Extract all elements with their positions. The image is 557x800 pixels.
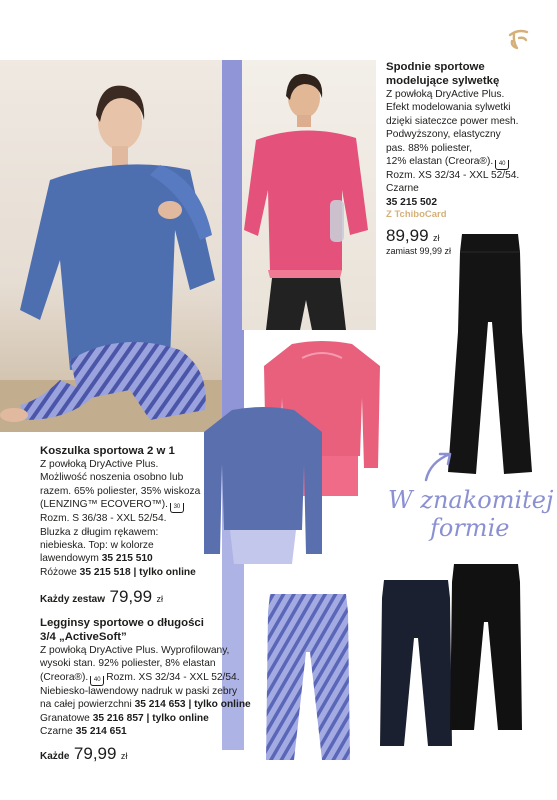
pants-line-7: Rozm. XS 32/34 - XXL 52/54. [386, 170, 520, 182]
wash-40-icon: 40 [90, 676, 104, 686]
pants-was-price: zamiast 99,99 zł [386, 246, 452, 257]
shirt-line-5: Rozm. S 36/38 - XXL 52/54. [40, 513, 167, 525]
leggings-line-4: Niebiesko-lawendowy nadruk w paski zebry [40, 685, 238, 697]
pants-code: 35 215 502 [386, 196, 437, 208]
tagline-line2: formie [430, 514, 510, 542]
pants-title-line1: Spodnie sportowe [386, 61, 485, 73]
shirt-line-1: Z powłoką DryActive Plus. [40, 459, 159, 470]
leggings-description [40, 616, 270, 764]
leggings-title-line2: 3/4 „ActiveSoft” [40, 631, 127, 643]
image-black-leggings [446, 562, 526, 732]
pants-description [386, 60, 551, 256]
leggings-price: Każde 79,99 zł [40, 744, 128, 764]
pants-line-6: 12% elastan (Creora®). 40 [386, 155, 551, 169]
photo-woman-blue-shirt [0, 60, 222, 432]
leggings-line-black: Czarne 35 214 651 [40, 726, 127, 738]
pants-line-4: Podwyższony, elastyczny [386, 129, 501, 141]
wash-30-icon: 30 [170, 503, 184, 513]
image-zebra-leggings [262, 592, 354, 762]
image-black-flared-pants [448, 232, 532, 476]
shirt-line-3: razem. 65% poliester, 35% wiskoza [40, 485, 201, 497]
shirt-line-4: (LENZING™ ECOVERO™). 30 [40, 498, 230, 512]
shirt-line-7: niebieska. Top: w kolorze [40, 540, 154, 552]
pants-line-8: Czarne [386, 183, 419, 195]
arrow-icon [420, 446, 460, 486]
pants-line-5: pas. 88% poliester, [386, 142, 473, 154]
shirt-line-6: Bluzka z długim rękawem: [40, 526, 159, 538]
shirt-description [40, 444, 230, 607]
pants-line-3: dzięki siateczce power mesh. [386, 115, 519, 127]
shirt-line-2: Możliwość noszenia osobno lub [40, 472, 184, 484]
shirt-title: Koszulka sportowa 2 w 1 [40, 445, 175, 457]
pants-price: 89,99 zł [386, 226, 440, 246]
pants-title-line2: modelujące sylwetkę [386, 75, 500, 87]
shirt-price: Każdy zestaw 79,99 zł [40, 587, 163, 607]
pants-line-2: Efekt modelowania sylwetki [386, 102, 511, 114]
leggings-title-line1: Legginsy sportowe o długości [40, 617, 204, 629]
tchibo-logo-icon [505, 26, 531, 52]
leggings-line-2: wysoki stan. 92% poliester, 8% elastan [40, 658, 216, 670]
leggings-line-navy: Granatowe 35 216 857 | tylko online [40, 712, 209, 724]
shirt-line-lavender: lawendowym 35 215 510 [40, 553, 153, 565]
lavender-stripe-dark [222, 60, 244, 432]
image-navy-leggings [376, 578, 456, 748]
pants-line-1: Z powłoką DryActive Plus. [386, 89, 505, 100]
leggings-line-all: na całej powierzchni 35 214 653 | tylko online [40, 699, 251, 711]
tchibocard-label: Z TchiboCard [386, 209, 447, 221]
tagline-line1: W znakomitej [388, 486, 554, 514]
shirt-line-pink: Różowe 35 215 518 | tylko online [40, 566, 196, 578]
photo-woman-pink-shirt [242, 60, 376, 330]
wash-40-icon: 40 [495, 160, 509, 170]
leggings-line-1: Z powłoką DryActive Plus. Wyprofilowany, [40, 645, 230, 656]
leggings-line-3: (Creora®). 40 Rozm. XS 32/34 - XXL 52/54. [40, 671, 270, 685]
